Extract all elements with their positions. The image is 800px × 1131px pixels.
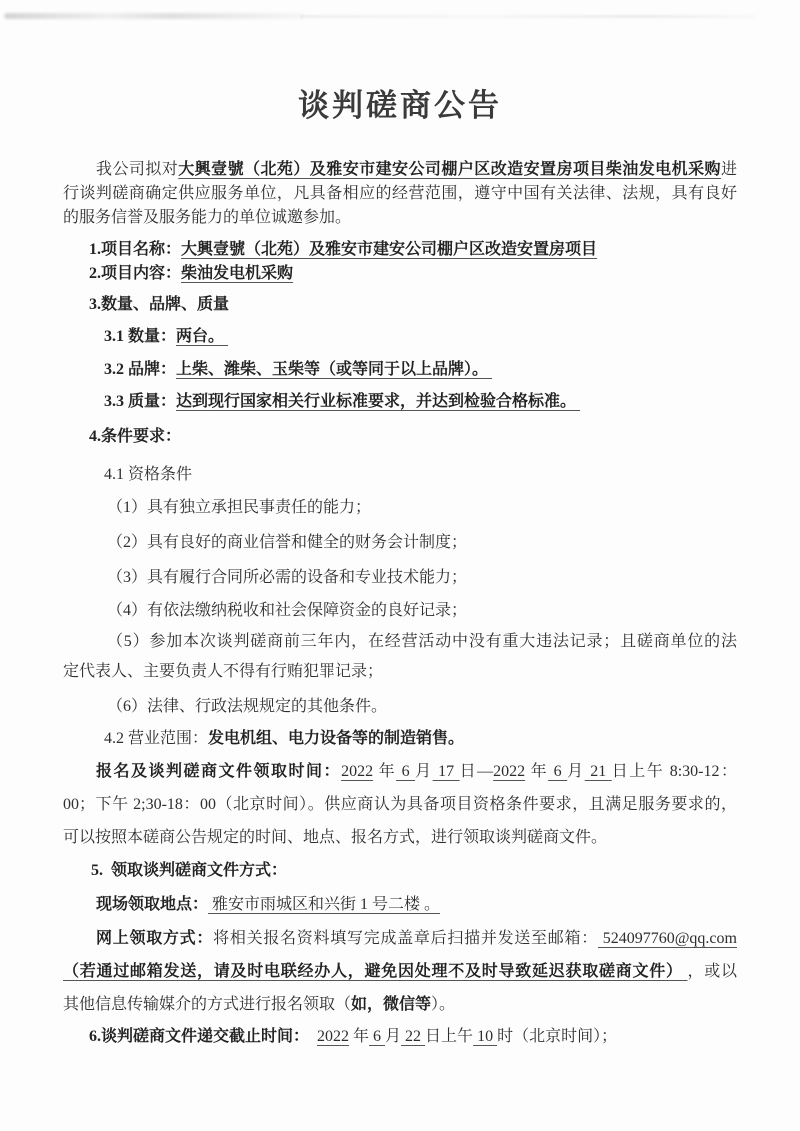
text-run: 6 [369,1028,386,1045]
document-content [0,86,800,1049]
text-run: 1.项目名称： [89,241,182,258]
text-run: 日上午 8:30-12： [611,763,737,780]
text-run: （6）法律、行政法规规定的其他条件。 [107,698,388,715]
text-run: 可以按照本磋商公告规定的时间、地点、报名方式，进行领取谈判磋商文件。 [63,829,608,846]
text-run: 达到现行国家相关行业标准要求，并达到检验合格标准。 [176,393,581,410]
text-run: 524097760@qq.com [597,930,737,947]
text-run: 日上午 [425,1028,474,1045]
text-run: 如，微信等 [351,996,432,1013]
item-3-2-brand [63,358,737,382]
document-title: 谈判磋商公告 [298,88,502,123]
text-run: 日— [459,763,494,780]
text-run: 网上领取方式： [96,930,214,947]
text-run: 上柴、潍柴、玉柴等（或等同于以上品牌）。 [176,361,493,378]
text-run: 年 [349,1028,370,1045]
text-run: 年 [525,763,549,780]
online-pickup-line-1 [63,922,737,955]
text-run: 22 [401,1028,426,1045]
item-2-project-content [63,262,737,286]
text-run: 其他信息传输媒介的方式进行报名领取（ [63,996,352,1013]
text-run: 时（北京时间）； [497,1028,618,1045]
item-5-heading [63,859,737,883]
text-run: 4.条件要求： [89,428,182,445]
registration-time-line-2 [63,788,737,821]
text-run: 月 [385,1028,402,1045]
text-run: （5）参加本次谈判磋商前三年内，在经营活动中没有重大违法记录；且磋商单位的法 [107,633,737,650]
text-run: 21 [584,763,612,780]
text-run: 年 [373,763,397,780]
item-4-heading [63,425,737,449]
text-run: 柴油发电机采购 [181,265,294,282]
text-run: 的服务信誉及服务能力的单位诚邀参加。 [63,209,352,226]
text-run: 6 [548,763,568,780]
text-run [309,1028,317,1045]
text-run: （2）具有良好的商业信誉和健全的财务会计制度； [107,534,468,551]
text-run: 月 [415,763,433,780]
text-run: 报名及谈判磋商文件领取时间： [96,763,342,780]
condition-1 [63,496,737,520]
online-pickup-paragraph [63,922,737,1021]
scan-artifact-top-right [300,15,756,18]
text-run: 4.2 营业范围： [104,730,209,747]
online-pickup-line-2 [63,955,737,988]
text-run: 5. 领取谈判磋商文件方式： [91,862,288,879]
text-run: 大興壹號（北苑）及雅安市建安公司棚户区改造安置房项目 [181,241,598,258]
text-run: 发电机组、电力设备等的制造销售。 [208,730,465,747]
text-run: 3.2 品牌： [104,361,177,378]
item-4-2-business-scope [63,727,737,751]
condition-6 [63,695,737,719]
text-run: 10 [473,1028,498,1045]
text-run: （若通过邮箱发送，请及时电联经办人，避免因处理不及时导致延迟获取磋商文件） [63,963,688,980]
condition-5-line-2 [63,657,737,687]
text-run: 现场领取地点： [96,896,209,913]
text-run: 我公司拟对 [96,161,179,178]
intro-paragraph [63,158,737,230]
registration-time-line-3 [63,821,737,854]
text-run: 两台。 [176,328,229,345]
condition-2 [63,531,737,555]
registration-time-paragraph [63,755,737,854]
text-run: 2022 [317,1028,350,1045]
intro-line-3 [63,206,737,230]
condition-4 [63,599,737,623]
text-run: 将相关报名资料填写完成盖章后扫描并发送至邮箱： [213,930,598,947]
text-run: 6 [396,763,416,780]
item-3-3-quality [63,390,737,414]
item-4-1-heading [63,463,737,487]
item-3-1-quantity [63,325,737,349]
text-run: 2022 [493,763,526,780]
text-run: （3）具有履行合同所必需的设备和专业技术能力； [107,569,468,586]
text-run: （1）具有独立承担民事责任的能力； [107,499,372,516]
project-name-content-group [63,238,737,286]
onsite-pickup-location [63,893,737,917]
text-run: 3.1 数量： [104,328,177,345]
text-run: 2.项目内容： [89,265,182,282]
text-run: 3.3 质量： [104,393,177,410]
text-run: 3.数量、品牌、质量 [89,296,230,313]
text-run: 6.谈判磋商文件递交截止时间： [89,1028,310,1045]
item-6-deadline [63,1025,737,1049]
item-3-heading [63,293,737,317]
text-run: 定代表人、主要负责人不得有行贿犯罪记录； [63,663,384,680]
text-run: 雅安市雨城区和兴街 1 号二楼 。 [208,896,441,913]
text-run: 4.1 资格条件 [104,466,193,483]
condition-5-paragraph [63,627,737,687]
text-run: ，或以 [687,963,737,980]
condition-3 [63,566,737,590]
text-run: 行谈判磋商确定供应服务单位，凡具备相应的经营范围，遵守中国有关法律、法规，具有良好 [63,185,737,202]
registration-time-line-1 [63,755,737,788]
text-run: （4）有依法缴纳税收和社会保障资金的良好记录； [107,602,468,619]
text-run: 月 [567,763,585,780]
intro-line-1 [63,158,737,182]
text-run: 大興壹號（北苑）及雅安市建安公司棚户区改造安置房项目柴油发电机采购 [178,161,721,178]
online-pickup-line-3 [63,988,737,1021]
text-run: 00；下午 2;30-18：00（北京时间）。供应商认为具备项目资格条件要求，且满足服务要求的， [63,796,737,813]
scan-artifact-top-left [4,13,304,19]
text-run: ）。 [431,996,456,1013]
text-run: 2022 [341,763,374,780]
item-1-project-name [63,238,737,262]
text-run: 17 [432,763,460,780]
condition-5-line-1 [63,627,737,657]
intro-line-2 [63,182,737,206]
text-run: 进 [720,161,737,178]
